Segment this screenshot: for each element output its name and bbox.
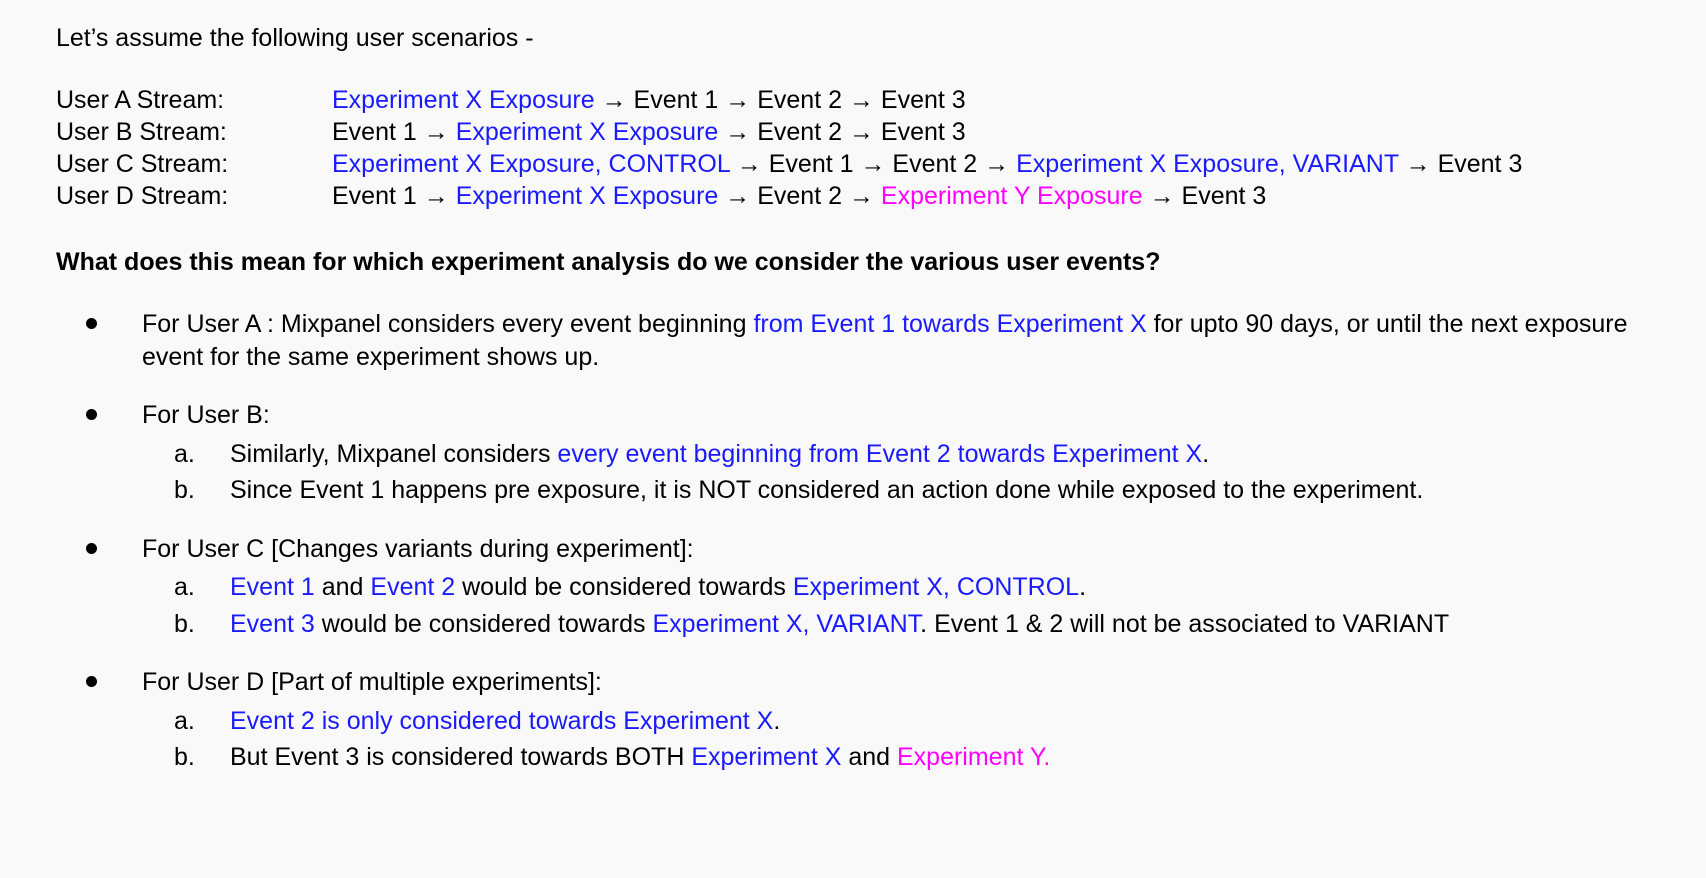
- sub-list-item-text: [230, 743, 1050, 771]
- user-stream-label: User C Stream:: [56, 150, 229, 178]
- list-item-text: [142, 666, 1666, 699]
- stream-segment: Event 2: [757, 118, 842, 146]
- sub-bullet-segment: Similarly, Mixpanel considers: [230, 439, 558, 468]
- user-stream-label: User B Stream:: [56, 118, 227, 146]
- stream-segment: →: [1398, 150, 1438, 178]
- stream-segment: →: [594, 86, 634, 114]
- stream-segment: Experiment X Exposure: [332, 86, 595, 114]
- sub-bullet-segment: would be considered towards: [455, 573, 793, 601]
- stream-segment: Experiment X Exposure: [455, 118, 719, 146]
- stream-segment: Event 3: [1437, 150, 1523, 178]
- stream-segment: →: [416, 182, 456, 210]
- sub-list-item: [142, 474, 1666, 507]
- sub-list-item-text: [230, 707, 780, 735]
- sub-bullet-segment: Event 3: [230, 609, 315, 638]
- sub-list-marker: a.: [174, 573, 195, 601]
- stream-segment: →: [1142, 182, 1182, 210]
- sub-list-item: [142, 438, 1666, 471]
- user-stream-list: [56, 84, 1666, 212]
- stream-segment: Experiment Y Exposure: [880, 182, 1143, 210]
- sub-bullet-segment: . Event 1 & 2 will not be associated to VARIANT: [920, 609, 1450, 638]
- sub-list-item-text: [230, 573, 1086, 601]
- user-stream-row: [56, 84, 1666, 116]
- sub-bullet-segment: .: [773, 706, 781, 735]
- list-item-text: [142, 533, 1666, 566]
- stream-segment: →: [842, 86, 881, 114]
- sub-bullet-segment: would be considered towards: [314, 609, 653, 638]
- sub-bullet-segment: .: [1202, 439, 1210, 468]
- bullet-segment: for upto 90 days, or until the next exposure event for the same experiment shows up.: [142, 310, 1628, 371]
- user-stream-label: User A Stream:: [56, 86, 225, 114]
- stream-segment: Event 2: [757, 86, 842, 114]
- stream-segment: Event 1: [633, 86, 719, 114]
- bullet-dot-icon: [86, 409, 97, 420]
- stream-segment: Event 1: [332, 182, 417, 210]
- sub-bullet-segment: Event 2 is only considered towards Experiment X: [230, 706, 774, 735]
- stream-segment: Experiment X Exposure, CONTROL: [332, 150, 730, 178]
- stream-segment: →: [729, 150, 769, 178]
- list-item-text: [142, 399, 1666, 432]
- bullet-segment: For User B:: [142, 401, 270, 429]
- bullet-dot-icon: [86, 318, 97, 329]
- sub-list-item: [142, 741, 1666, 774]
- user-stream-label: User D Stream:: [56, 182, 229, 210]
- stream-segment: →: [842, 118, 881, 146]
- sub-bullet-segment: Event 2: [370, 573, 456, 601]
- stream-segment: Event 3: [880, 86, 966, 114]
- sub-bullet-segment: Experiment X: [691, 743, 842, 771]
- list-item: [56, 666, 1666, 774]
- stream-segment: Event 1: [332, 118, 417, 146]
- bullet-segment: For User C [Changes variants during experiment]:: [142, 534, 694, 563]
- bullet-segment: For User A : Mixpanel considers every event beginning: [142, 310, 754, 338]
- sub-list-item: [142, 608, 1666, 641]
- bullet-segment: For User D [Part of multiple experiments]:: [142, 668, 602, 696]
- sub-list-item: [142, 571, 1666, 604]
- sub-list: [142, 438, 1666, 507]
- stream-segment: Event 2: [892, 150, 978, 178]
- sub-list-marker: b.: [174, 609, 195, 638]
- bullet-dot-icon: [86, 543, 97, 554]
- sub-bullet-segment: every event beginning from Event 2 towards Experiment X: [557, 439, 1203, 468]
- sub-list-marker: b.: [174, 743, 195, 771]
- bullet-dot-icon: [86, 676, 97, 687]
- sub-bullet-segment: Experiment X, CONTROL: [792, 573, 1080, 601]
- sub-list-marker: a.: [174, 706, 195, 735]
- user-stream-chain: [332, 148, 1666, 180]
- sub-list: [142, 571, 1666, 640]
- user-stream-row: [56, 180, 1666, 212]
- stream-segment: Event 3: [880, 118, 966, 146]
- user-stream-chain: [332, 116, 1666, 148]
- list-item-text: [142, 308, 1666, 373]
- sub-bullet-segment: Experiment Y.: [897, 743, 1051, 771]
- stream-segment: →: [842, 182, 881, 210]
- stream-segment: Event 3: [1181, 182, 1267, 210]
- sub-list-item-text: [230, 610, 1449, 638]
- section-question: What does this mean for which experiment analysis do we consider the various user events?: [56, 248, 1161, 276]
- stream-segment: Event 2: [757, 182, 842, 210]
- stream-segment: Experiment X Exposure: [455, 182, 719, 210]
- sub-bullet-segment: and: [841, 743, 897, 771]
- stream-segment: →: [416, 118, 456, 146]
- sub-list-item-text: [230, 476, 1423, 504]
- stream-segment: →: [718, 86, 758, 114]
- sub-list-marker: b.: [174, 476, 195, 504]
- sub-bullet-segment: Experiment X, VARIANT: [652, 609, 921, 638]
- sub-bullet-segment: Event 1: [230, 573, 315, 601]
- stream-segment: Experiment X Exposure, VARIANT: [1016, 150, 1399, 178]
- stream-segment: Event 1: [768, 150, 854, 178]
- sub-bullet-segment: .: [1079, 573, 1087, 601]
- sub-bullet-segment: Since Event 1 happens pre exposure, it is NOT considered an action done while exposed to the experiment.: [230, 476, 1424, 504]
- sub-list-item-text: [230, 440, 1209, 468]
- user-stream-row: [56, 148, 1666, 180]
- stream-segment: →: [718, 182, 758, 210]
- intro-paragraph: Let’s assume the following user scenarios -: [56, 24, 534, 52]
- sub-list-marker: a.: [174, 439, 195, 468]
- sub-bullet-segment: and: [314, 573, 371, 601]
- stream-segment: →: [853, 150, 893, 178]
- list-item: [56, 308, 1666, 373]
- sub-list-item: [142, 705, 1666, 738]
- user-stream-chain: [332, 84, 1666, 116]
- user-stream-row: [56, 116, 1666, 148]
- bullet-segment: from Event 1 towards Experiment X: [753, 310, 1147, 338]
- sub-list: [142, 705, 1666, 774]
- sub-bullet-segment: But Event 3 is considered towards BOTH: [230, 743, 692, 771]
- stream-segment: →: [977, 150, 1017, 178]
- explanation-list: [56, 308, 1666, 774]
- user-stream-chain: [332, 180, 1666, 212]
- list-item: [56, 533, 1666, 641]
- stream-segment: →: [718, 118, 758, 146]
- list-item: [56, 399, 1666, 507]
